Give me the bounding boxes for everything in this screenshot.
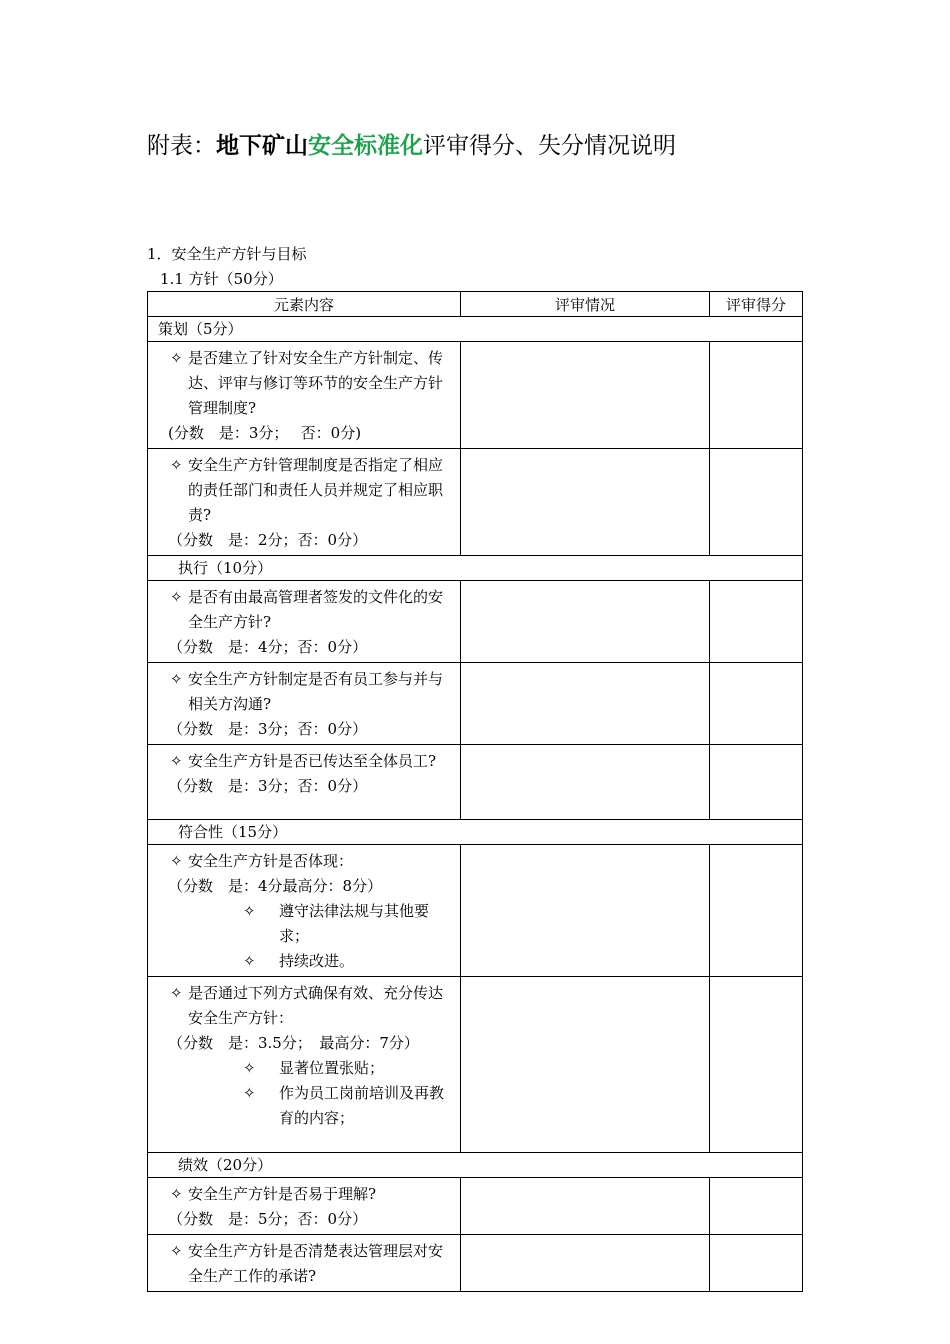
category-row xyxy=(148,820,803,845)
review-status-cell[interactable] xyxy=(461,745,710,820)
category-row xyxy=(148,556,803,581)
category-cell xyxy=(148,556,803,581)
section-subheading: 1.1 方针（50分） xyxy=(160,270,283,288)
criteria-question xyxy=(170,1182,452,1207)
category-row xyxy=(148,317,803,342)
question-text: 是否建立了针对安全生产方针制定、传达、评审与修订等环节的安全生产方针管理制度? xyxy=(188,349,444,417)
category-label: 策划（5分） xyxy=(158,320,243,338)
element-content-cell xyxy=(148,663,461,745)
review-score-cell[interactable] xyxy=(710,1178,803,1235)
criteria-text xyxy=(148,449,460,555)
diamond-bullet-icon: ✧ xyxy=(170,984,183,1002)
criteria-row xyxy=(148,663,803,745)
review-status-cell[interactable] xyxy=(461,1178,710,1235)
element-content-cell xyxy=(148,581,461,663)
criteria-row xyxy=(148,977,803,1153)
element-content-cell xyxy=(148,977,461,1153)
header-element-content: 元素内容 xyxy=(148,292,461,317)
diamond-bullet-icon: ✧ xyxy=(170,670,183,688)
criteria-row xyxy=(148,845,803,977)
criteria-text xyxy=(148,581,460,662)
category-label: 执行（10分） xyxy=(178,559,273,577)
sub-criterion xyxy=(170,899,452,949)
criteria-text xyxy=(148,745,460,801)
review-score-cell[interactable] xyxy=(710,342,803,449)
criteria-text xyxy=(148,663,460,744)
category-label: 符合性（15分） xyxy=(178,823,288,841)
question-text: 安全生产方针管理制度是否指定了相应的责任部门和责任人员并规定了相应职责? xyxy=(188,456,444,524)
score-rule: （分数 是：5分；否：0分） xyxy=(168,1210,368,1228)
sub-criterion xyxy=(170,949,452,974)
document-title xyxy=(147,130,676,162)
criteria-row xyxy=(148,1178,803,1235)
category-cell xyxy=(148,317,803,342)
question-text: 安全生产方针是否体现： xyxy=(188,852,354,870)
question-text: 安全生产方针是否易于理解? xyxy=(188,1185,377,1203)
title-prefix: 附表： xyxy=(147,133,216,159)
criteria-question xyxy=(170,453,452,528)
score-rule: （分数 是：2分；否：0分） xyxy=(168,531,368,549)
review-score-cell[interactable] xyxy=(710,449,803,556)
category-cell xyxy=(148,1153,803,1178)
score-rule: (分数 是：3分； 否：0分) xyxy=(168,424,362,442)
question-text: 安全生产方针制定是否有员工参与并与相关方沟通? xyxy=(188,670,444,713)
header-review-score: 评审得分 xyxy=(710,292,803,317)
criteria-row xyxy=(148,581,803,663)
diamond-bullet-icon: ✧ xyxy=(243,1059,256,1077)
section-heading: 1．安全生产方针与目标 xyxy=(147,245,307,263)
sub-criterion xyxy=(170,1056,452,1081)
review-score-cell[interactable] xyxy=(710,745,803,820)
sub-criterion-text: 作为员工岗前培训及再教育的内容； xyxy=(279,1084,445,1127)
criteria-text xyxy=(148,1178,460,1234)
category-label: 绩效（20分） xyxy=(178,1156,273,1174)
sub-criterion xyxy=(170,1081,452,1131)
score-rule: （分数 是：3分；否：0分） xyxy=(168,720,368,738)
diamond-bullet-icon: ✧ xyxy=(170,588,183,606)
score-rule: （分数 是：4分最高分：8分） xyxy=(168,877,383,895)
criteria-question xyxy=(170,667,452,717)
element-content-cell xyxy=(148,1178,461,1235)
element-content-cell xyxy=(148,1235,461,1292)
criteria-text xyxy=(148,977,460,1133)
diamond-bullet-icon: ✧ xyxy=(170,852,183,870)
review-status-cell[interactable] xyxy=(461,581,710,663)
review-score-cell[interactable] xyxy=(710,663,803,745)
review-score-cell[interactable] xyxy=(710,977,803,1153)
diamond-bullet-icon: ✧ xyxy=(243,902,256,920)
score-rule: （分数 是：3.5分； 最高分：7分） xyxy=(168,1034,419,1052)
diamond-bullet-icon: ✧ xyxy=(170,349,183,367)
sub-criterion-text: 遵守法律法规与其他要求； xyxy=(279,902,430,945)
review-status-cell[interactable] xyxy=(461,845,710,977)
criteria-question xyxy=(170,849,452,874)
review-score-cell[interactable] xyxy=(710,581,803,663)
question-text: 是否通过下列方式确保有效、充分传达安全生产方针： xyxy=(188,984,444,1027)
criteria-row xyxy=(148,449,803,556)
title-highlight: 安全标准化 xyxy=(308,133,423,159)
criteria-question xyxy=(170,346,452,421)
criteria-text xyxy=(148,845,460,976)
diamond-bullet-icon: ✧ xyxy=(170,1185,183,1203)
criteria-row xyxy=(148,745,803,820)
criteria-row xyxy=(148,342,803,449)
sub-criterion-text: 持续改进。 xyxy=(279,952,355,970)
criteria-question xyxy=(170,1239,452,1289)
element-content-cell xyxy=(148,342,461,449)
diamond-bullet-icon: ✧ xyxy=(170,456,183,474)
review-score-cell[interactable] xyxy=(710,845,803,977)
review-status-cell[interactable] xyxy=(461,663,710,745)
score-rule: （分数 是：4分；否：0分） xyxy=(168,638,368,656)
criteria-question xyxy=(170,749,452,774)
review-score-cell[interactable] xyxy=(710,1235,803,1292)
criteria-text xyxy=(148,1235,460,1291)
criteria-question xyxy=(170,981,452,1031)
diamond-bullet-icon: ✧ xyxy=(170,752,183,770)
category-row xyxy=(148,1153,803,1178)
header-review-status: 评审情况 xyxy=(461,292,710,317)
review-status-cell[interactable] xyxy=(461,977,710,1153)
criteria-text xyxy=(148,342,460,448)
element-content-cell xyxy=(148,845,461,977)
review-status-cell[interactable] xyxy=(461,342,710,449)
category-cell xyxy=(148,820,803,845)
criteria-row xyxy=(148,1235,803,1292)
question-text: 安全生产方针是否已传达至全体员工? xyxy=(188,752,437,770)
sub-criterion-text: 显著位置张贴； xyxy=(279,1059,385,1077)
score-rule: （分数 是：3分；否：0分） xyxy=(168,777,368,795)
evaluation-table xyxy=(147,291,803,1292)
element-content-cell xyxy=(148,449,461,556)
diamond-bullet-icon: ✧ xyxy=(243,1084,256,1102)
question-text: 安全生产方针是否清楚表达管理层对安全生产工作的承诺? xyxy=(188,1242,444,1285)
review-status-cell[interactable] xyxy=(461,449,710,556)
element-content-cell xyxy=(148,745,461,820)
review-status-cell[interactable] xyxy=(461,1235,710,1292)
question-text: 是否有由最高管理者签发的文件化的安全生产方针? xyxy=(188,588,444,631)
table-header-row xyxy=(148,292,803,317)
title-bold-part: 地下矿山 xyxy=(216,133,308,159)
title-suffix: 评审得分、失分情况说明 xyxy=(423,133,676,159)
criteria-question xyxy=(170,585,452,635)
diamond-bullet-icon: ✧ xyxy=(243,952,256,970)
diamond-bullet-icon: ✧ xyxy=(170,1242,183,1260)
